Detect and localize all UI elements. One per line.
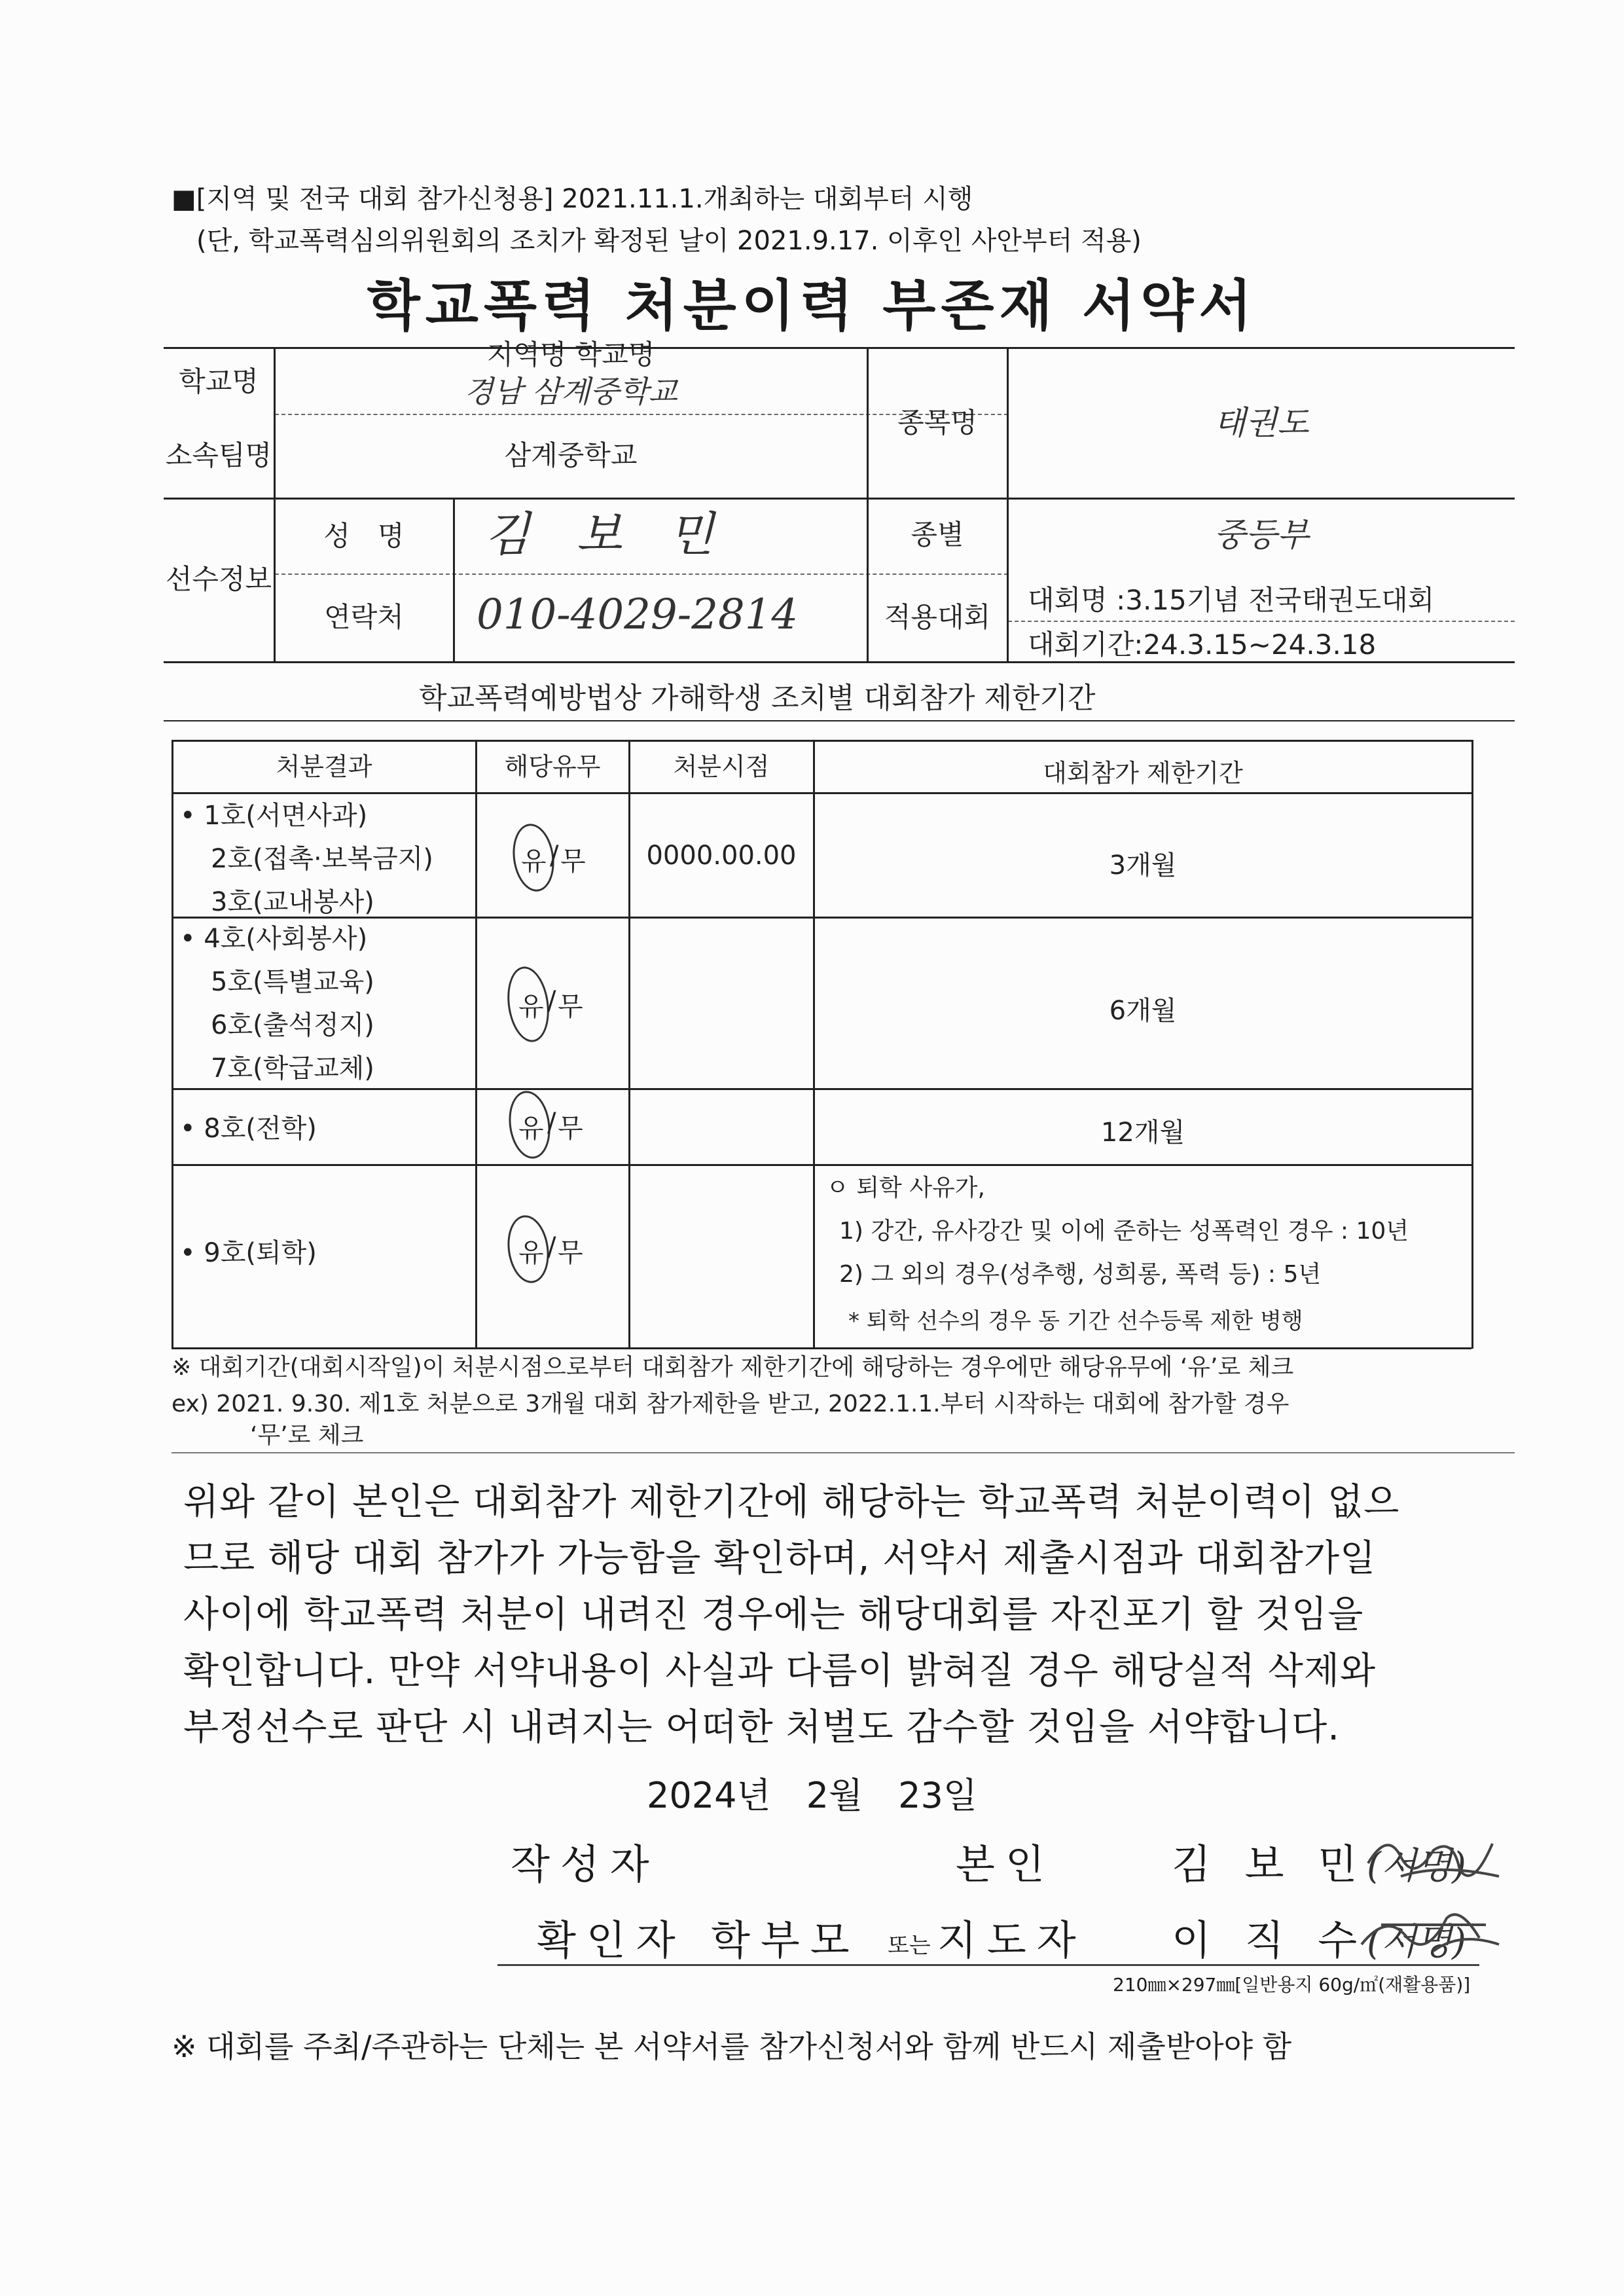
expulsion-note: 1) 강간, 유사강간 및 이에 준하는 성폭력인 경우 : 10년 xyxy=(839,1218,1409,1245)
col-header-result: 처분결과 xyxy=(276,752,372,781)
col-divider xyxy=(1471,740,1473,1349)
expulsion-note: * 퇴학 선수의 경우 동 기간 선수등록 제한 병행 xyxy=(848,1308,1303,1334)
confirmer-label: 확인자 xyxy=(537,1916,686,1964)
col-divider xyxy=(475,740,477,1349)
option-slash: / xyxy=(547,1232,556,1262)
notice-line-1: ■[지역 및 전국 대회 참가신청용] 2021.11.1.개최하는 대회부터 시행 xyxy=(171,184,973,214)
team-value: 삼계중학교 xyxy=(504,439,638,471)
sport-value: 태권도 xyxy=(1214,404,1309,442)
col-divider xyxy=(171,740,173,1349)
col-header-date: 처분시점 xyxy=(673,752,770,781)
expulsion-note: 2) 그 외의 경우(성추행, 성희롱, 폭력 등) : 5년 xyxy=(839,1261,1322,1288)
self-label: 본인 xyxy=(956,1840,1055,1888)
yes-option: 유 xyxy=(518,1114,544,1144)
note-line-2: ex) 2021. 9.30. 제1호 처분으로 3개월 대회 참가제한을 받고, 2022.1.1.부터 시작하는 대회에 참가할 경우 xyxy=(171,1391,1290,1417)
event-name: 대회명 :3.15기념 전국태권도대회 xyxy=(1028,584,1435,616)
expulsion-note: ㅇ 퇴학 사유가, xyxy=(826,1175,985,1201)
no-option: 무 xyxy=(558,992,583,1022)
col-divider xyxy=(628,740,630,1349)
paper-spec: 210㎜×297㎜[일반용지 60g/㎡(재활용품)] xyxy=(1113,1974,1471,1995)
author-signature-scribble xyxy=(1362,1824,1512,1896)
col-divider xyxy=(813,740,815,1349)
notes-rule xyxy=(171,1452,1515,1453)
coach-label: 지도자 xyxy=(937,1916,1087,1964)
team-label: 소속팀명 xyxy=(165,439,272,471)
note-line-3: ‘무’로 체크 xyxy=(250,1422,364,1449)
no-option: 무 xyxy=(558,1114,583,1144)
option-slash: / xyxy=(547,1108,556,1138)
author-label: 작성자 xyxy=(511,1840,660,1888)
signature-rule xyxy=(497,1964,1479,1966)
yes-option: 유 xyxy=(518,1238,544,1268)
table-border-top xyxy=(171,740,1471,742)
row-divider xyxy=(171,1164,1471,1166)
heading-rule xyxy=(164,720,1515,721)
school-sub-label: 지역명 학교명 xyxy=(486,338,655,371)
sanction-item: 3호(교내봉사) xyxy=(211,887,374,917)
sanction-item: • 1호(서면사과) xyxy=(180,801,368,831)
yes-option: 유 xyxy=(518,992,544,1022)
restriction-period: 3개월 xyxy=(1109,850,1177,881)
pledge-line: 므로 해당 대회 참가가 가능함을 확인하며, 서약서 제출시점과 대회참가일 xyxy=(183,1537,1377,1580)
notice-line-2: (단, 학교폭력심의위원회의 조치가 확정된 날이 2021.9.17. 이후인 사안부터 적용) xyxy=(196,226,1142,256)
option-slash: / xyxy=(547,986,556,1016)
col-header-period: 대회참가 제한기간 xyxy=(1043,759,1243,788)
restriction-period: 12개월 xyxy=(1100,1118,1185,1148)
document-title: 학교폭력 처분이력 부존재 서약서 xyxy=(367,274,1257,338)
name-value: 김 보 민 xyxy=(484,507,730,562)
category-value: 중등부 xyxy=(1214,516,1309,554)
parent-label: 학부모 xyxy=(711,1916,860,1964)
player-info-label: 선수정보 xyxy=(165,563,272,595)
contact-value: 010-4029-2814 xyxy=(477,591,799,639)
pledge-line: 사이에 학교폭력 처분이 내려진 경우에는 해당대회를 자진포기 할 것임을 xyxy=(183,1594,1364,1636)
row-divider xyxy=(1008,621,1515,622)
school-label: 학교명 xyxy=(179,365,259,397)
sport-label: 종목명 xyxy=(897,407,977,439)
col-header-applicable: 해당유무 xyxy=(504,752,601,781)
option-slash: / xyxy=(550,841,559,871)
confirmer-signature-scribble xyxy=(1355,1899,1506,1971)
pledge-date: 2024년 2월 23일 xyxy=(647,1775,977,1816)
restriction-period: 6개월 xyxy=(1109,996,1177,1026)
restriction-heading: 학교폭력예방법상 가해학생 조치별 대회참가 제한기간 xyxy=(419,682,1096,715)
school-value: 경남 삼계중학교 xyxy=(464,374,677,409)
yes-option: 유 xyxy=(521,847,547,877)
confirmer-name: 이 직 수 xyxy=(1172,1916,1368,1964)
contact-label: 연락처 xyxy=(324,601,404,633)
no-option: 무 xyxy=(558,1238,583,1268)
category-label: 종별 xyxy=(911,519,964,551)
sanction-item: • 4호(사회봉사) xyxy=(180,924,368,954)
final-note: ※ 대회를 주최/주관하는 단체는 본 서약서를 참가신청서와 함께 반드시 제출받아야 함 xyxy=(171,2029,1292,2064)
confirmer-sign-placeholder: (서명) xyxy=(1367,1921,1466,1963)
sanction-date: 0000.00.00 xyxy=(646,841,797,871)
pledge-line: 확인합니다. 만약 서약내용이 사실과 다름이 밝혀질 경우 해당실적 삭제와 xyxy=(183,1650,1377,1692)
pledge-line: 위와 같이 본인은 대회참가 제한기간에 해당하는 학교폭력 처분이력이 없으 xyxy=(183,1481,1400,1523)
col-divider xyxy=(453,498,455,661)
sanction-item: 7호(학급교체) xyxy=(211,1053,374,1084)
note-line-1: ※ 대회기간(대회시작일)이 처분시점으로부터 대회참가 제한기간에 해당하는 경우에만 해당유무에 ‘유’로 체크 xyxy=(171,1354,1294,1381)
row-divider xyxy=(171,1088,1471,1090)
sanction-item: • 9호(퇴학) xyxy=(180,1238,317,1268)
name-label: 성 명 xyxy=(323,520,405,552)
row-divider xyxy=(171,792,1471,794)
author-name: 김 보 민 xyxy=(1172,1840,1368,1888)
event-label: 적용대회 xyxy=(884,601,991,633)
author-sign-placeholder: (서명) xyxy=(1367,1845,1466,1887)
sanction-item: 6호(출석정지) xyxy=(211,1010,374,1040)
sanction-item: 2호(접촉·보복금지) xyxy=(211,844,433,874)
pledge-line: 부정선수로 판단 시 내려지는 어떠한 처벌도 감수할 것임을 서약합니다. xyxy=(183,1706,1340,1749)
event-period: 대회기간:24.3.15~24.3.18 xyxy=(1028,629,1377,661)
no-option: 무 xyxy=(560,847,586,877)
sanction-item: • 8호(전학) xyxy=(180,1114,317,1144)
or-label: 또는 xyxy=(888,1933,931,1959)
sanction-item: 5호(특별교육) xyxy=(211,967,374,997)
